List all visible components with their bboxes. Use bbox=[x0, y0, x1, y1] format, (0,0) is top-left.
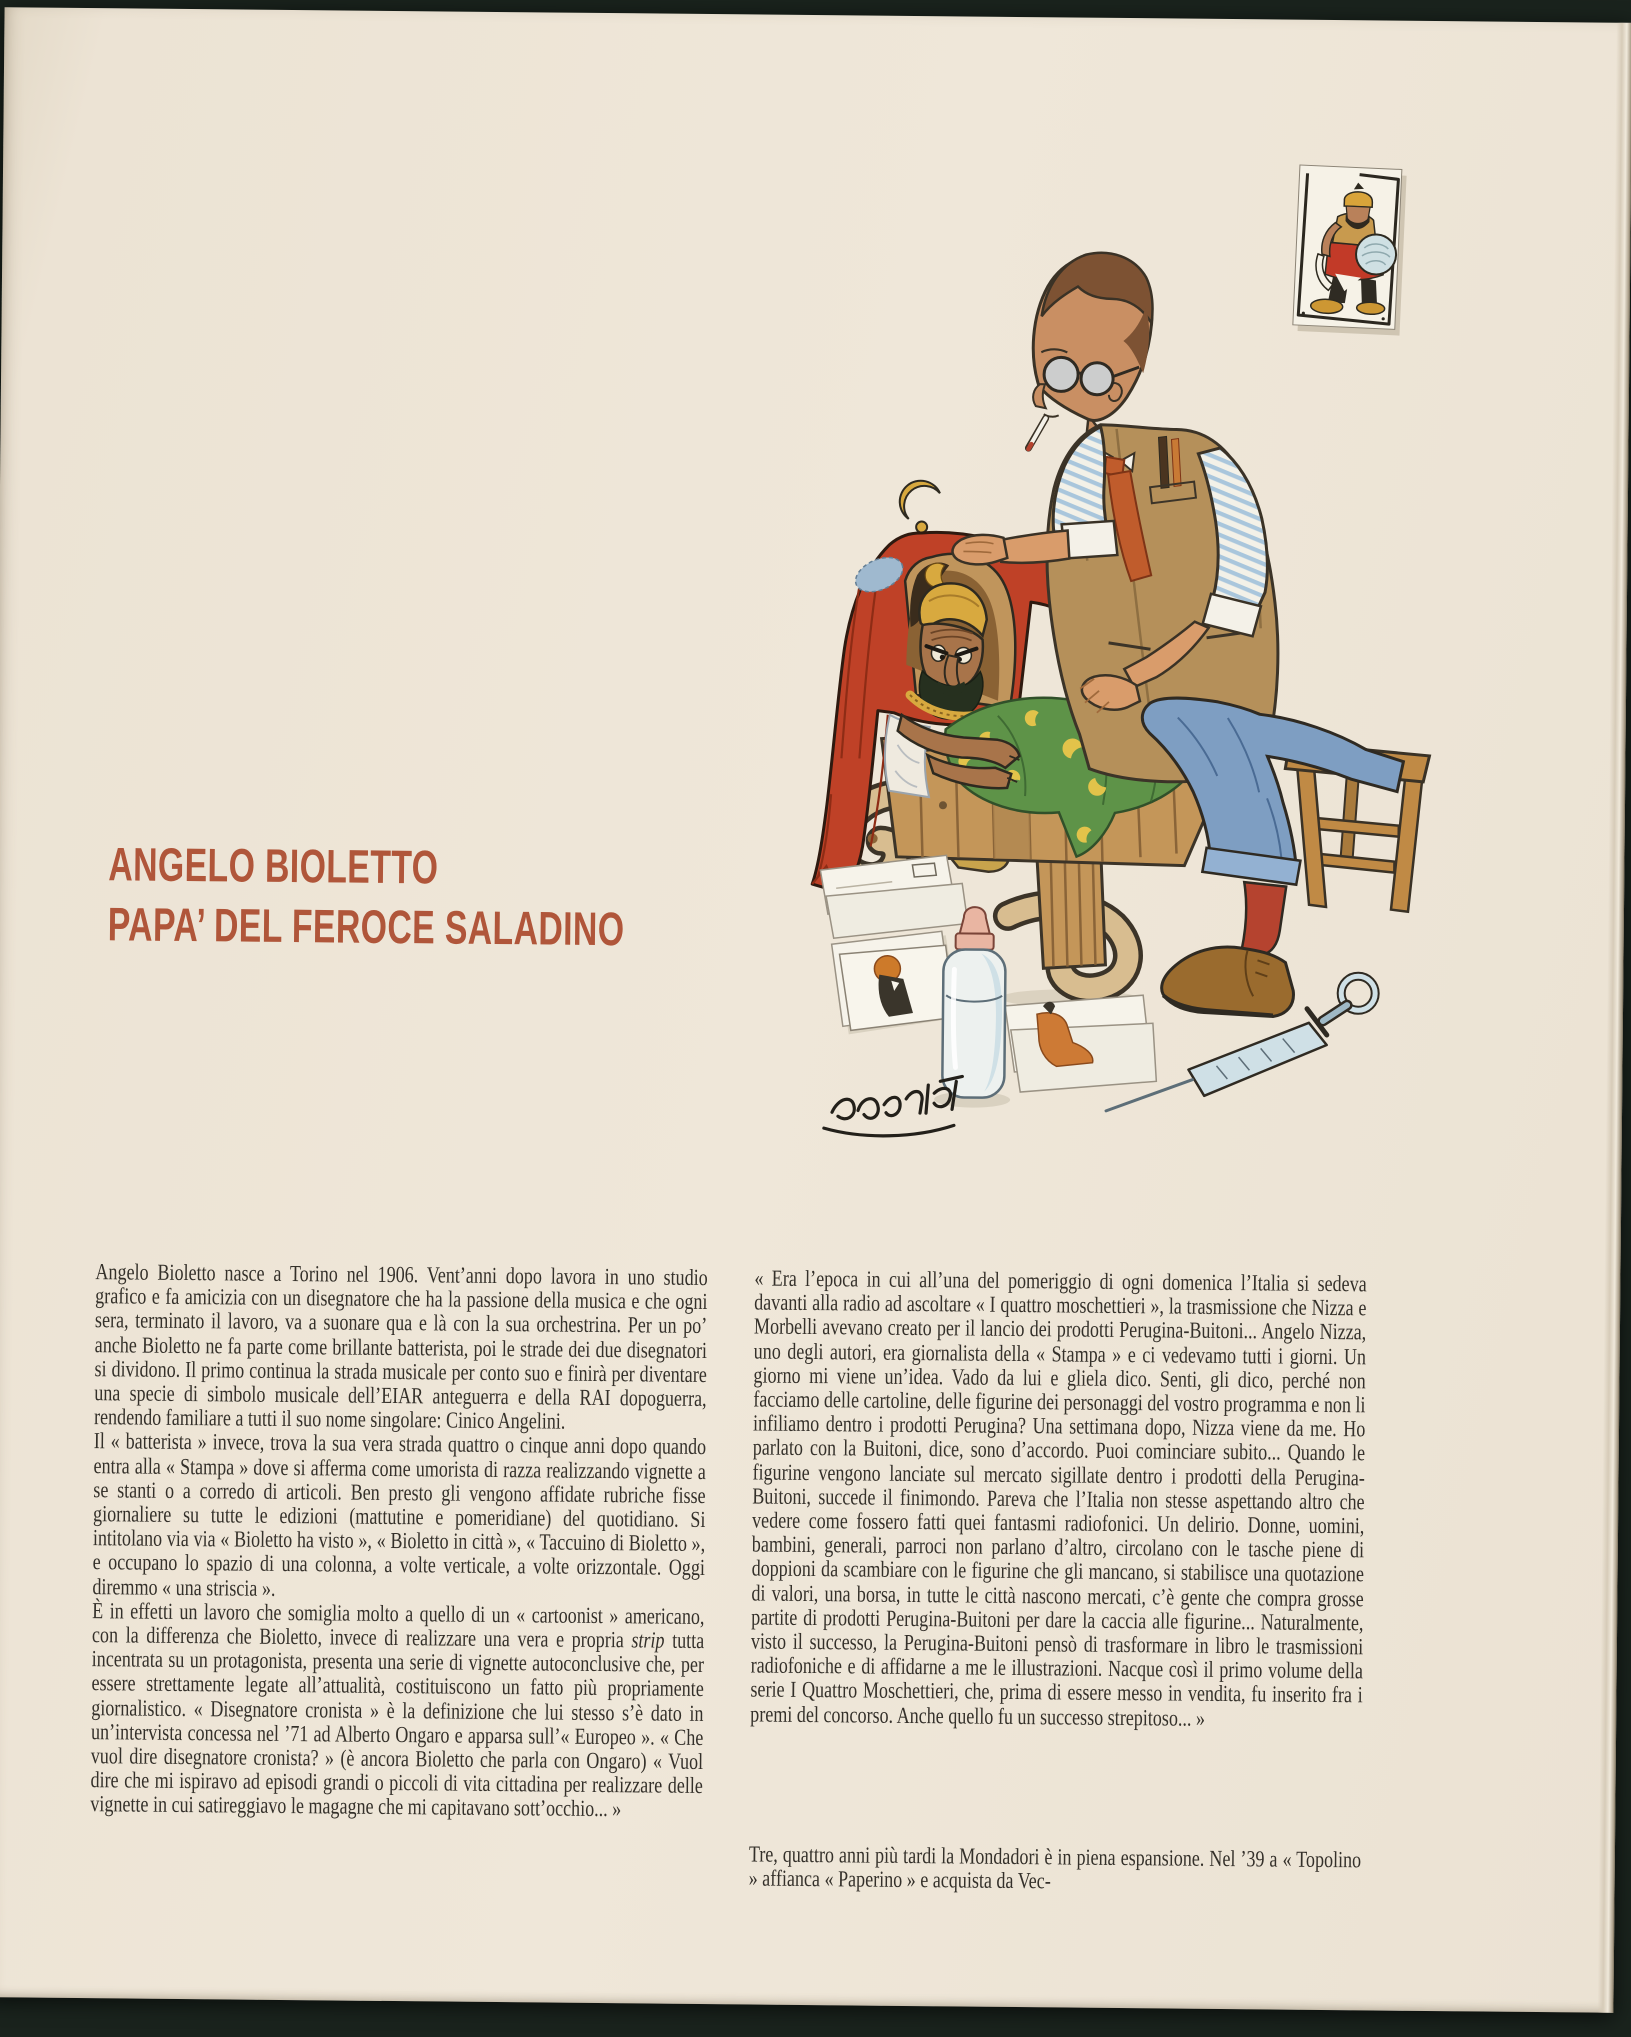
hand-on-canopy bbox=[952, 535, 1007, 565]
artist-signature bbox=[824, 1075, 963, 1136]
round-glasses bbox=[1044, 357, 1078, 391]
magazine-page bbox=[0, 7, 1631, 2013]
article-title bbox=[108, 834, 626, 959]
title-line-1: ANGELO BIOLETTO bbox=[108, 837, 439, 894]
title-line-2: PAPA’ DEL FEROCE SALADINO bbox=[107, 897, 625, 956]
paragraph: Il « batterista » invece, trova la sua vera strada quattro o cinque anni dopo quando entra alla « Stampa » dove si afferma come umorista di razza realizzando vignette a se stanti o a corredo di articoli. Ben presto gli vengono affidate rubriche fisse giornaliere su tutte le edizioni (mattutine e pomeridiane) del quotidiano. Si intitolano via via « Bioletto ha visto », « Bioletto in città », « Taccuino di Bioletto », e occupano lo spazio di una colonna, a volte verticale, a volte orizzontale. Oggi diremmo « una striscia ». bbox=[92, 1428, 707, 1601]
bioletto-illustration bbox=[793, 154, 1513, 1201]
paragraph: È in effetti un lavoro che somiglia molto a quello di un « cartoonist » americano, con la differenza che Bioletto, invece di realizzare una vera e propria strip tutta incentrata su un protagonista, presenta una serie di vignette autoconclusive che, per essere strettamente legate all’attualità, costituiscono un fatto più propriamente giornalistico. « Disegnatore cronista » è la definizione che lui stesso s’è dato in un’intervista concessa nel ’71 ad Alberto Ongaro e apparsa sull’« Europeo ». « Che vuol dire disegnatore cronista? » (è ancora Bioletto che parla con Ongaro) « Vuol dire che mi ispiravo ad episodi grandi o piccoli di vita cittadina per realizzare delle vignette in cui satireggiavo le magagne che mi capitavano sott’occhio... » bbox=[90, 1597, 705, 1822]
paragraph: Tre, quattro anni più tardi la Mondadori è in piena espansione. Nel ’39 a « Topolino » affianca « Paperino » e acquista da Vec- bbox=[748, 1841, 1362, 1894]
paragraph: « Era l’epoca in cui all’una del pomeriggio di ogni domenica l’Italia si sedeva davanti alla radio ad ascoltare « I quattro moschettieri », la trasmissione che Nizza e Morbelli avevano creato per il lancio dei prodotti Perugina-Buitoni... Angelo Nizza, uno degli autori, era giornalista della « Stampa » e ci vedevamo tutti i giorni. Un giorno mi viene un’idea. Vado da lui e gliela dico. Senti, gli dico, perché non facciamo delle cartoline, delle figurine dei personaggi del vostro programma e non li infiliamo dentro i prodotti Perugina? Una settimana dopo, Nizza viene da me. Ho parlato con la Buitoni, dice, sono d’accordo. Puoi cominciare subito... Quando le figurine vengono lanciate sul mercato sigillate dentro i prodotti della Perugina-Buitoni, succede il finimondo. Pareva che l’Italia non stesse aspettando altro che vedere come fossero fatti quei fantasmi radiofonici. Un delirio. Donne, uomini, bambini, generali, parroci non parlano d’altro, circolano con le tasche piene di doppioni da scambiare con le figurine che gli mancano, si stabilisce una quotazione di valori, una borsa, in tutte le città nascono mercati, c’è gente che compra grosse partite di prodotti Perugina-Buitoni per dare la caccia alle figurine... Naturalmente, visto il successo, la Perugina-Buitoni pensò di trasformare in libro le trasmissioni radiofoniche e di affidarne a me le illustrazioni. Nacque così il primo volume della serie I Quattro Moschettieri, che, prima di essere messo in vendita, fu inserito fra i premi del concorso. Anche quello fu un successo strepitoso... » bbox=[750, 1265, 1367, 1731]
saladino-trading-card bbox=[1293, 165, 1407, 336]
crescent-finial bbox=[900, 481, 940, 520]
article-column-left bbox=[90, 1260, 708, 1823]
cigarette bbox=[1030, 418, 1045, 445]
article-column-right bbox=[749, 1266, 1367, 1896]
red-sock bbox=[1242, 882, 1287, 954]
paragraph: Angelo Bioletto nasce a Torino nel 1906. Vent’anni dopo lavora in uno studio grafico e fa amicizia con un disegnatore che ha la passione della musica e che ogni sera, terminato il lavoro, va a suonare qua e là con la sua orchestrina. Per un po’ anche Bioletto ne fa parte come brillante batterista, poi le strade dei due disegnatori si dividono. Il primo continua la strada musicale per conto suo e finirà per diventare una specie di simbolo musicale dell’EIAR anteguerra e della RAI dopoguerra, rendendo familiare a tutti il suo nome singolare: Cinico Angelini. bbox=[93, 1259, 708, 1434]
